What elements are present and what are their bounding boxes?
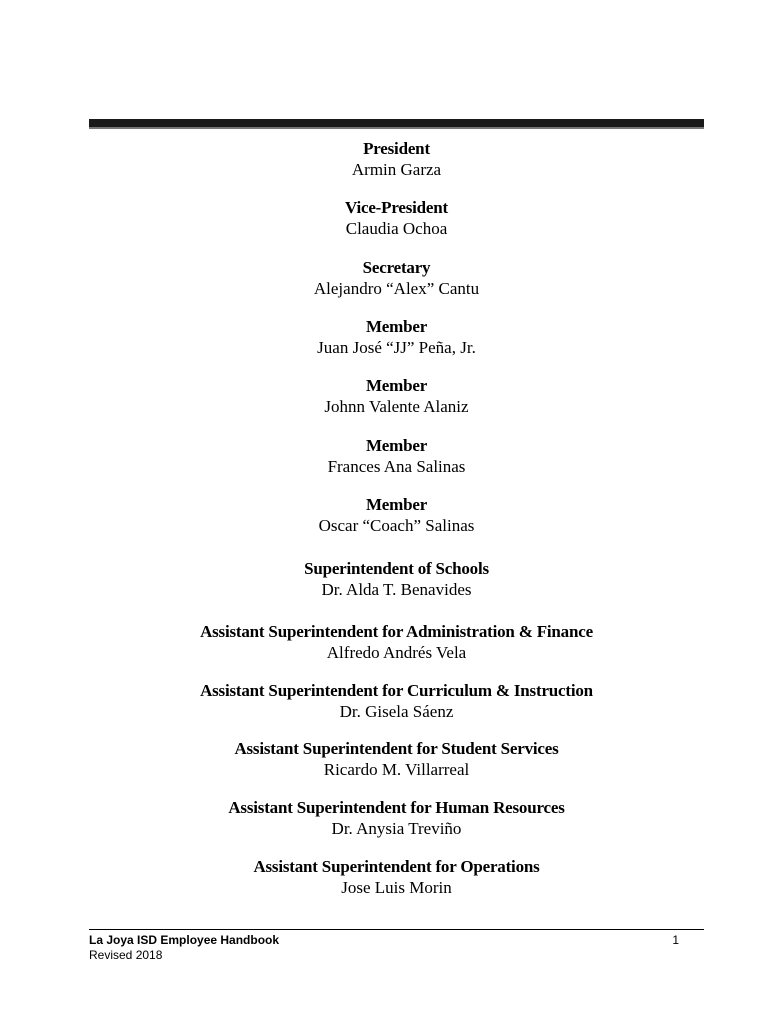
- entry-name: Armin Garza: [351, 160, 442, 179]
- entry-name: Frances Ana Salinas: [327, 457, 466, 476]
- page-footer: [89, 933, 704, 963]
- entry-member-2: [89, 376, 704, 417]
- entry-asst-curriculum: [89, 681, 704, 722]
- entry-title: Assistant Superintendent for Student Services: [234, 739, 559, 758]
- entry-superintendent: [89, 559, 704, 600]
- footer-rule: [89, 929, 704, 930]
- entry-member-4: [89, 495, 704, 536]
- entry-title: Assistant Superintendent for Curriculum & Instruction: [200, 681, 593, 700]
- entry-member-1: [89, 317, 704, 358]
- entry-president: [89, 139, 704, 180]
- footer-revised: Revised 2018: [89, 948, 163, 962]
- entry-title: Assistant Superintendent for Administration & Finance: [200, 622, 593, 641]
- entry-asst-human-resources: [89, 798, 704, 839]
- entry-asst-admin-finance: [89, 622, 704, 663]
- entry-title: Vice-President: [345, 198, 448, 217]
- entry-name: Ricardo M. Villarreal: [323, 760, 470, 779]
- entry-secretary: [89, 258, 704, 299]
- entry-title: Assistant Superintendent for Human Resources: [228, 798, 565, 817]
- entry-name: Oscar “Coach” Salinas: [318, 516, 475, 535]
- page-number: 1: [672, 933, 679, 947]
- entry-title: Superintendent of Schools: [304, 559, 489, 578]
- entry-name: Dr. Gisela Sáenz: [339, 702, 454, 721]
- entry-title: Member: [365, 495, 428, 514]
- entry-member-3: [89, 436, 704, 477]
- header-rule: [89, 119, 704, 129]
- entry-title: Member: [365, 436, 428, 455]
- entry-name: Dr. Anysia Treviño: [331, 819, 462, 838]
- entry-name: Dr. Alda T. Benavides: [321, 580, 472, 599]
- entry-name: Alfredo Andrés Vela: [326, 643, 467, 662]
- footer-document-title: La Joya ISD Employee Handbook: [89, 933, 280, 947]
- entry-asst-operations: [89, 857, 704, 898]
- entry-title: Member: [365, 317, 428, 336]
- entry-title: Secretary: [362, 258, 431, 277]
- entry-title: President: [363, 139, 430, 158]
- entry-name: Jose Luis Morin: [341, 878, 452, 897]
- entry-name: Johnn Valente Alaniz: [324, 397, 469, 416]
- entry-title: Member: [365, 376, 428, 395]
- entry-name: Juan José “JJ” Peña, Jr.: [317, 338, 476, 357]
- entry-name: Claudia Ochoa: [345, 219, 448, 238]
- entry-name: Alejandro “Alex” Cantu: [313, 279, 480, 298]
- entry-asst-student-services: [89, 739, 704, 780]
- entry-vice-president: [89, 198, 704, 239]
- entry-title: Assistant Superintendent for Operations: [253, 857, 540, 876]
